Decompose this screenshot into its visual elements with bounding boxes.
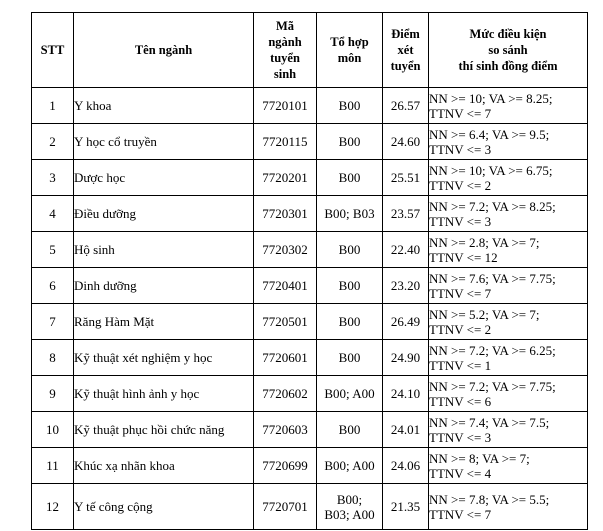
cell-stt: 7	[32, 304, 74, 340]
cell-admission-score: 24.10	[383, 376, 429, 412]
header-admission-score: Điểm xét tuyển	[383, 13, 429, 88]
cell-tiebreak-condition: NN >= 7.2; VA >= 7.75; TTNV <= 6	[429, 376, 588, 412]
cell-major-code: 7720501	[254, 304, 317, 340]
cell-major-code: 7720602	[254, 376, 317, 412]
cell-major-code: 7720701	[254, 484, 317, 530]
table-body	[32, 88, 588, 530]
table-header	[32, 13, 588, 88]
cell-tiebreak-condition: NN >= 7.8; VA >= 5.5; TTNV <= 7	[429, 484, 588, 530]
cell-tiebreak-condition: NN >= 10; VA >= 8.25; TTNV <= 7	[429, 88, 588, 124]
table-row	[32, 376, 588, 412]
table-row	[32, 232, 588, 268]
cell-subject-combo: B00	[317, 160, 383, 196]
table-row	[32, 484, 588, 530]
cell-stt: 12	[32, 484, 74, 530]
cell-stt: 8	[32, 340, 74, 376]
cell-major-name: Kỹ thuật hình ảnh y học	[74, 376, 254, 412]
cell-subject-combo: B00; B03	[317, 196, 383, 232]
cell-stt: 10	[32, 412, 74, 448]
table-row	[32, 124, 588, 160]
cell-stt: 1	[32, 88, 74, 124]
cell-major-code: 7720601	[254, 340, 317, 376]
cell-major-code: 7720115	[254, 124, 317, 160]
cell-admission-score: 24.01	[383, 412, 429, 448]
cell-admission-score: 22.40	[383, 232, 429, 268]
cell-major-code: 7720401	[254, 268, 317, 304]
cell-admission-score: 24.06	[383, 448, 429, 484]
cell-admission-score: 24.90	[383, 340, 429, 376]
admission-scores-table	[31, 12, 588, 530]
cell-major-name: Y khoa	[74, 88, 254, 124]
header-tiebreak-condition: Mức điều kiện so sánh thí sinh đồng điểm	[429, 13, 588, 88]
cell-major-name: Khúc xạ nhãn khoa	[74, 448, 254, 484]
cell-major-name: Kỹ thuật xét nghiệm y học	[74, 340, 254, 376]
cell-subject-combo: B00	[317, 232, 383, 268]
cell-tiebreak-condition: NN >= 10; VA >= 6.75; TTNV <= 2	[429, 160, 588, 196]
cell-tiebreak-condition: NN >= 6.4; VA >= 9.5; TTNV <= 3	[429, 124, 588, 160]
cell-subject-combo: B00	[317, 340, 383, 376]
cell-subject-combo: B00; A00	[317, 448, 383, 484]
cell-major-code: 7720603	[254, 412, 317, 448]
table-row	[32, 160, 588, 196]
table-row	[32, 196, 588, 232]
cell-major-code: 7720201	[254, 160, 317, 196]
cell-major-name: Y học cổ truyền	[74, 124, 254, 160]
header-major-code: Mã ngành tuyển sinh	[254, 13, 317, 88]
cell-stt: 11	[32, 448, 74, 484]
cell-major-name: Điều dưỡng	[74, 196, 254, 232]
cell-subject-combo: B00	[317, 88, 383, 124]
cell-stt: 6	[32, 268, 74, 304]
cell-subject-combo: B00	[317, 412, 383, 448]
header-stt: STT	[32, 13, 74, 88]
cell-major-code: 7720302	[254, 232, 317, 268]
cell-tiebreak-condition: NN >= 2.8; VA >= 7; TTNV <= 12	[429, 232, 588, 268]
cell-admission-score: 21.35	[383, 484, 429, 530]
cell-admission-score: 25.51	[383, 160, 429, 196]
cell-tiebreak-condition: NN >= 7.2; VA >= 8.25; TTNV <= 3	[429, 196, 588, 232]
table-row	[32, 88, 588, 124]
cell-admission-score: 23.57	[383, 196, 429, 232]
header-row	[32, 13, 588, 88]
cell-stt: 5	[32, 232, 74, 268]
table-row	[32, 340, 588, 376]
cell-stt: 3	[32, 160, 74, 196]
cell-major-code: 7720101	[254, 88, 317, 124]
cell-tiebreak-condition: NN >= 7.6; VA >= 7.75; TTNV <= 7	[429, 268, 588, 304]
cell-admission-score: 24.60	[383, 124, 429, 160]
cell-major-name: Hộ sinh	[74, 232, 254, 268]
cell-major-name: Dược học	[74, 160, 254, 196]
cell-major-name: Y tế công cộng	[74, 484, 254, 530]
cell-tiebreak-condition: NN >= 8; VA >= 7; TTNV <= 4	[429, 448, 588, 484]
cell-major-name: Kỹ thuật phục hồi chức năng	[74, 412, 254, 448]
table-row	[32, 448, 588, 484]
cell-major-name: Răng Hàm Mặt	[74, 304, 254, 340]
cell-subject-combo: B00; B03; A00	[317, 484, 383, 530]
table-row	[32, 412, 588, 448]
table-row	[32, 268, 588, 304]
cell-tiebreak-condition: NN >= 7.4; VA >= 7.5; TTNV <= 3	[429, 412, 588, 448]
cell-admission-score: 26.49	[383, 304, 429, 340]
cell-admission-score: 26.57	[383, 88, 429, 124]
cell-stt: 9	[32, 376, 74, 412]
header-major-name: Tên ngành	[74, 13, 254, 88]
cell-tiebreak-condition: NN >= 7.2; VA >= 6.25; TTNV <= 1	[429, 340, 588, 376]
cell-stt: 4	[32, 196, 74, 232]
cell-major-code: 7720301	[254, 196, 317, 232]
table-row	[32, 304, 588, 340]
cell-subject-combo: B00	[317, 124, 383, 160]
header-subject-combo: Tổ hợp môn	[317, 13, 383, 88]
cell-subject-combo: B00; A00	[317, 376, 383, 412]
cell-major-code: 7720699	[254, 448, 317, 484]
cell-tiebreak-condition: NN >= 5.2; VA >= 7; TTNV <= 2	[429, 304, 588, 340]
cell-admission-score: 23.20	[383, 268, 429, 304]
cell-subject-combo: B00	[317, 304, 383, 340]
cell-major-name: Dinh dưỡng	[74, 268, 254, 304]
cell-subject-combo: B00	[317, 268, 383, 304]
cell-stt: 2	[32, 124, 74, 160]
